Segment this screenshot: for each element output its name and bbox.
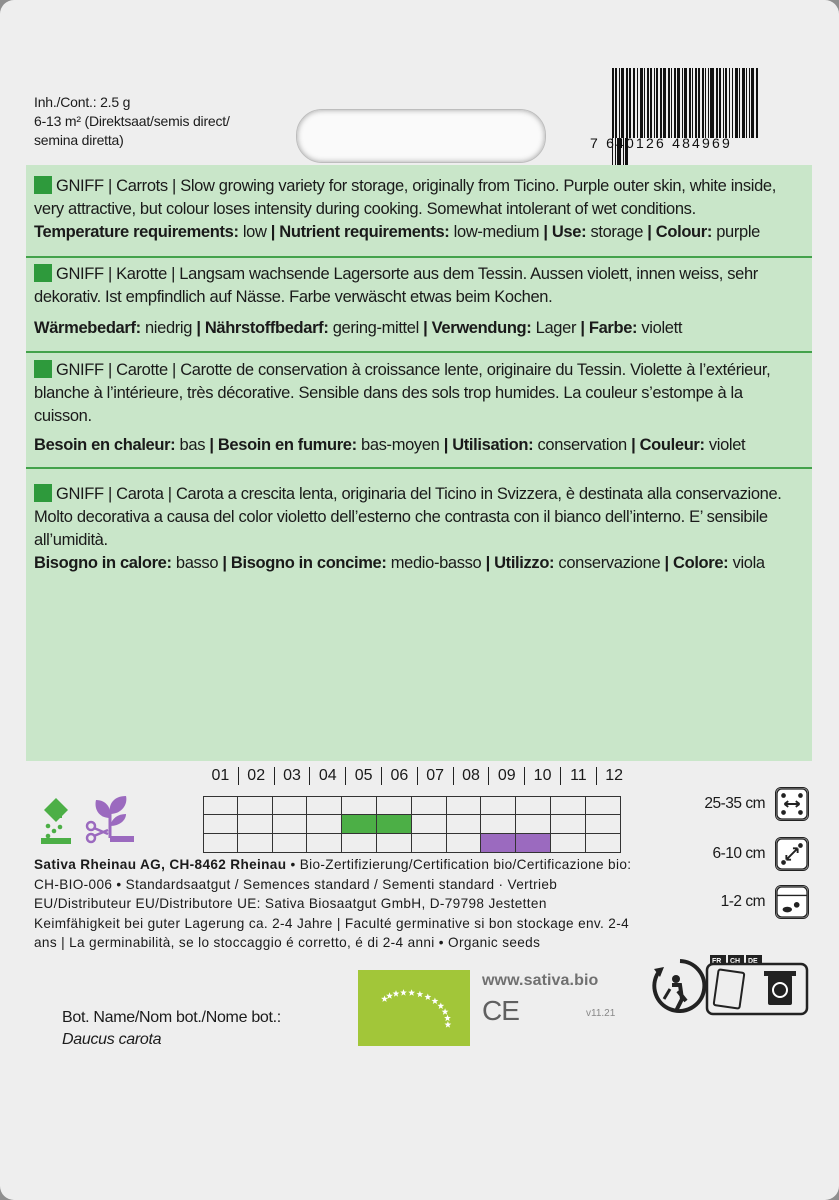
property-value: medio-basso [386,554,486,572]
harvest-icon [82,792,138,848]
sowing-calendar [203,767,632,785]
calendar-cell [551,834,586,853]
barcode-bar [695,68,697,138]
calendar-cell [377,796,412,815]
triman-icon [654,961,704,1011]
property-value: gering-mittel [328,319,424,337]
calendar-row [203,815,621,834]
divider [26,467,812,469]
barcode-bar [698,68,699,138]
row-spacing-icon [775,787,809,821]
barcode-bar [702,68,704,138]
barcode-bar [705,68,706,138]
property-value: Lager [531,319,581,337]
property-value: storage [586,223,648,241]
barcode-bar [619,68,620,138]
property-label: | Nährstoffbedarf: [196,319,329,337]
property-label: Bisogno in calore: [34,554,172,572]
calendar-cell [516,815,551,834]
hang-hole [296,109,546,163]
plant-spacing [713,837,810,871]
barcode-bar [732,68,733,138]
website-link[interactable]: www.sativa.bio [482,972,599,989]
property-label: | Use: [543,223,587,241]
calendar-cell [377,834,412,853]
month-label: 04 [309,767,345,785]
barcode-bar [719,68,720,138]
barcode-bar [742,68,744,138]
calendar-cell [412,815,447,834]
barcode-bar [615,68,616,138]
barcode-bar [689,68,690,138]
calendar-cell [516,796,551,815]
property-label: Besoin en chaleur: [34,436,176,454]
calendar-cell [447,815,482,834]
barcode-bar [756,68,758,138]
svg-text:DE: DE [748,958,758,965]
month-label: 08 [453,767,489,785]
barcode-bar [708,68,709,138]
calendar-cell [307,815,342,834]
barcode [590,68,770,168]
property-value: niedrig [140,319,197,337]
property-label: | Nutrient requirements: [270,223,450,241]
description-german [34,263,804,340]
calendar-cell [238,796,273,815]
property-value: bas [175,436,210,454]
barcode-bar [626,68,627,138]
green-square-icon [34,360,52,378]
property-label: | Farbe: [580,319,638,337]
barcode-bar [751,68,753,138]
barcode-bar [650,68,652,138]
calendar-cell [342,815,377,834]
property-value: conservazione [554,554,665,572]
property-value: low-medium [449,223,544,241]
calendar-cell [307,796,342,815]
barcode-bar [629,68,631,138]
calendar-cell [273,815,308,834]
description-text: GNIFF | Carrots | Slow growing variety for storage, originally from Ticino. Purple outer skin, white inside, very attractive, but colour loses intensity during cooking. Somewhat intolerant of wet conditions. [34,177,776,218]
green-square-icon [34,484,52,502]
contents-line: Inh./Cont.: 2.5 g [34,94,131,110]
property-value: conservation [533,436,632,454]
properties-line [34,223,760,241]
calendar-cell [481,834,516,853]
barcode-bar [725,68,727,138]
property-label: | Bisogno in concime: [222,554,387,572]
properties-line [34,554,765,572]
calendar-cell [238,815,273,834]
seed-depth-label: 1-2 cm [720,893,765,910]
calendar-cell [516,834,551,853]
ce-mark: CE [482,995,519,1026]
barcode-bar [746,68,747,138]
barcode-bar [684,68,687,138]
calendar-cell [586,834,621,853]
barcode-bar [677,68,679,138]
barcode-number: 7 640126 484969 [590,135,732,151]
divider [26,256,812,258]
property-label: | Utilisation: [443,436,534,454]
barcode-bar [749,68,750,138]
company-name: Sativa Rheinau AG, CH-8462 Rheinau [34,857,287,872]
calendar-cell [342,796,377,815]
month-label: 01 [211,767,230,784]
svg-text:CH: CH [730,958,741,965]
calendar-cell [412,796,447,815]
month-label: 12 [596,767,632,785]
property-value: purple [712,223,761,241]
barcode-bar [739,68,740,138]
description-english [34,175,804,244]
version-label: v11.21 [586,1008,616,1019]
month-label: 06 [381,767,417,785]
month-label: 09 [488,767,524,785]
calendar-cell [481,796,516,815]
bin-icon [764,971,796,1005]
barcode-bar [716,68,718,138]
seed-depth [721,885,809,919]
barcode-bar [654,68,655,138]
description-panel [26,165,812,761]
month-label: 03 [274,767,310,785]
calendar-cell [273,796,308,815]
properties-line [34,317,682,340]
barcode-bar [674,68,676,138]
description-text: GNIFF | Carota | Carota a crescita lenta, originaria del Ticino in Svizzera, è destinata alla conservazione. Molto decorativa a causa del color violetto dell’esterno che contrasta con il bianco dell’interno. E’ sensibile all’umidità. [34,485,782,549]
description-italian [34,483,804,575]
calendar-row [203,796,621,815]
divider [26,351,812,353]
barcode-bar [723,68,724,138]
calendar-cell [273,834,308,853]
description-text: GNIFF | Carotte | Carotte de conservation à croissance lente, originaire du Tessin. Violette à l’extérieur, blanche à l’intérieure, très décorative. Sensible dans des sols trop humides. La couleur s’estompe à la cuisson. [34,361,771,425]
barcode-bar [692,68,693,138]
barcode-bar [633,68,635,138]
property-value: violett [637,319,683,337]
month-label: 10 [524,767,560,785]
eu-organic-logo [358,970,470,1046]
row-spacing-label: 25-35 cm [704,795,765,812]
property-value: low [238,223,271,241]
barcode-bar [735,68,738,138]
property-label: | Utilizzo: [485,554,555,572]
calendar-cell [551,796,586,815]
barcode-bar [647,68,648,138]
plant-spacing-icon [775,837,809,871]
seed-depth-icon [775,885,809,919]
sowing-icon [38,796,76,846]
property-label: | Verwendung: [423,319,532,337]
barcode-bar [637,68,638,138]
plant-spacing-label: 6-10 cm [712,845,765,862]
month-label: 02 [238,767,274,785]
property-value: basso [171,554,223,572]
calendar-cell [238,834,273,853]
contents-info [34,93,230,150]
calendar-grid [203,796,621,853]
property-value: bas-moyen [356,436,444,454]
barcode-bar [656,68,657,138]
property-label: Temperature requirements: [34,223,239,241]
description-french [34,359,804,457]
recycling-icons [650,955,812,1017]
barcode-bar [640,68,643,138]
botanical-name [62,1007,281,1051]
calendar-cell [447,834,482,853]
property-label: | Colour: [647,223,712,241]
month-label: 05 [345,767,381,785]
row-spacing [704,787,809,821]
contents-line: 6-13 m² (Direktsaat/semis direct/ [34,113,230,129]
calendar-cell [307,834,342,853]
botanical-label: Bot. Name/Nom bot./Nome bot.: [62,1009,281,1026]
calendar-cell [377,815,412,834]
green-square-icon [34,264,52,282]
month-label: 11 [560,767,596,785]
property-value: violet [704,436,746,454]
barcode-bar [621,68,624,138]
calendar-cell [481,815,516,834]
barcode-bar [671,68,672,138]
month-label: 07 [417,767,453,785]
properties-line [34,434,745,457]
calendar-cell [203,796,238,815]
property-label: | Colore: [664,554,729,572]
calendar-cell [586,815,621,834]
calendar-cell [342,834,377,853]
description-text: GNIFF | Karotte | Langsam wachsende Lagersorte aus dem Tessin. Aussen violett, innen weiss, sehr dekorativ. Ist empfindlich auf Nässe. Farbe verwäscht etwas beim Kochen. [34,265,758,306]
calendar-cell [203,834,238,853]
property-value: viola [728,554,765,572]
barcode-bars [612,68,762,138]
barcode-bar [663,68,666,138]
calendar-cell [447,796,482,815]
green-square-icon [34,176,52,194]
botanical-species: Daucus carota [62,1031,162,1048]
property-label: | Couleur: [631,436,705,454]
barcode-bar [612,68,614,138]
company-text: • Bio-Zertifizierung/Certification bio/Certificazione bio: CH-BIO-006 • Standardsaatgut / Semences standard / Sementi standard · Vertrieb EU/Distributeur EU/Distributore UE: Sativa Biosaatgut GmbH, D-79798 Jestetten Keimfähigkeit bei guter Lagerung ca. 2-4 Jahre | Faculté germinative si bon stockage env. 2-4 ans | La germinabilità, se lo stoccaggio é corretto, é di 2-4 anni • Organic seeds [34,857,632,950]
calendar-cell [203,815,238,834]
calendar-cell [412,834,447,853]
barcode-bar [710,68,713,138]
company-info [34,855,634,953]
contents-line: semina diretta) [34,132,124,148]
calendar-cell [551,815,586,834]
calendar-months [203,767,632,785]
property-label: | Besoin en fumure: [209,436,357,454]
calendar-row [203,834,621,853]
barcode-bar [668,68,669,138]
svg-text:FR: FR [712,958,722,965]
property-label: Wärmebedarf: [34,319,141,337]
barcode-bar [660,68,662,138]
calendar-cell [586,796,621,815]
barcode-bar [682,68,683,138]
barcode-bar [729,68,730,138]
barcode-bar [644,68,645,138]
